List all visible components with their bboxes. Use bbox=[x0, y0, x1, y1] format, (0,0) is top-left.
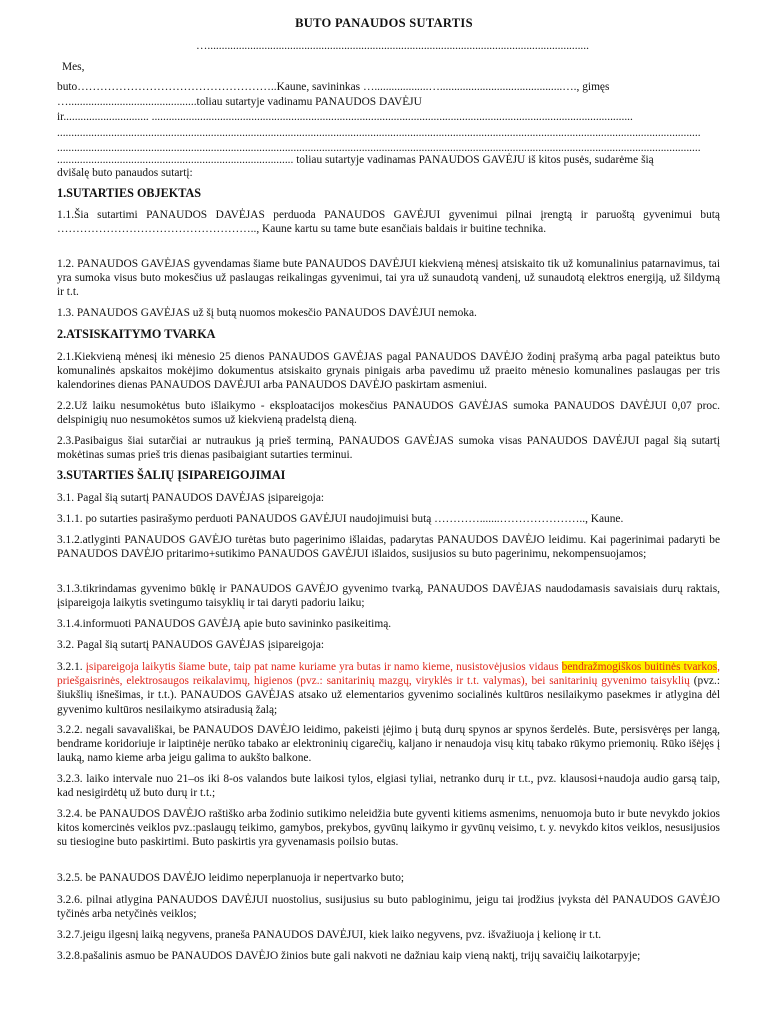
clause-2-2: 2.2.Už laiku nesumokėtus buto išlaikymo - eksploatacijos mokesčius PANAUDOS GAVĖJAS sumoka PANAUDOS DAVĖJUI 0,07 proc. delspinigių nuo nesumokėtos sumos už kiekvieną pradelstą dieną. bbox=[57, 400, 720, 427]
clause-3-2-1-highlighted-text: bendražmogiškos buitinės tvarkos bbox=[561, 661, 718, 673]
intro-dvisale-line: dvišalę buto panaudos sutartį: bbox=[57, 167, 193, 179]
section-1-heading: 1.SUTARTIES OBJEKTAS bbox=[57, 186, 202, 200]
clause-3-2-1-red-text-1: įsipareigoja laikytis šiame bute, taip pat name kuriame yra butas ir namo kieme, nusistovėjusios vidaus bbox=[85, 661, 562, 673]
intro-ir-line: ir.............................. ......................................................................................................................................................................... bbox=[57, 111, 633, 123]
clause-2-3: 2.3.Pasibaigus šiai sutarčiai ar nutraukus ją prieš terminą, PANAUDOS GAVĖJAS sumoka visas PANAUDOS DAVĖJUI pagal šią sutartį mokėtinas sumas prieš tris dienas pasibaigiant sutarties terminui. bbox=[57, 435, 720, 462]
clause-3-2-8: 3.2.8.pašalinis asmuo be PANAUDOS DAVĖJO žinios bute gali nakvoti ne dažniau kaip vieną naktį, trijų savaičių laikotarpyje; bbox=[57, 950, 641, 962]
document-title: BUTO PANAUDOS SUTARTIS bbox=[295, 16, 473, 30]
clause-3-1-1: 3.1.1. po sutarties pasirašymo perduoti PANAUDOS GAVĖJUI naudojimuisi butą ………….......………………….., Kaune. bbox=[57, 513, 624, 525]
clause-1-3: 1.3. PANAUDOS GAVĖJAS už šį butą nuomos mokesčio PANAUDOS DAVĖJUI nemoka. bbox=[57, 307, 477, 319]
clause-3-1-4: 3.1.4.informuoti PANAUDOS GAVĖJĄ apie buto savininko pasikeitimą. bbox=[57, 618, 392, 630]
clause-3-2: 3.2. Pagal šią sutartį PANAUDOS GAVĖJAS įsipareigoja: bbox=[57, 639, 325, 651]
clause-1-2: 1.2. PANAUDOS GAVĖJAS gyvendamas šiame bute PANAUDOS DAVĖJUI kiekvieną mėnesį atsiskaito tik už komunalinius patarnavimus, tai yra sumoka visus buto mokesčius už paslaugas reikalingas gyvenimui, tai yra už sunaudotą vandenį, už sunaudotą elektros energiją, už šildymą ir t.t. bbox=[57, 258, 720, 299]
intro-gavejas-line: ................................................................................... toliau sutartyje vadinamas PANAUDOS GAVĖJU iš kitos pusės, sudarėme šią bbox=[57, 154, 654, 166]
section-2-heading: 2.ATSISKAITYMO TVARKA bbox=[57, 327, 216, 341]
intro-toliau-line: ….............................................toliau sutartyje vadinamu PANAUDOS DAVĖJU bbox=[57, 96, 422, 108]
clause-3-1-3: 3.1.3.tikrindamas gyvenimo būklę ir PANAUDOS GAVĖJO gyvenimo tvarką, PANAUDOS DAVĖJAS naudodamasis savaisiais durų raktais, įsipareigoja laikytis svetingumo taisyklių ir tai daryti padoriu laiku; bbox=[57, 583, 720, 610]
clause-3-2-1-red-text-2: , priešgaisrinės, elektrosaugos reikalavimų, higienos (pvz.: sanitarinių mazgų, viryklės ir t.t. valymas), bei sanitarinių gyvenimo taisyklių bbox=[57, 661, 720, 688]
clause-3-2-2: 3.2.2. negali savavališkai, be PANAUDOS DAVĖJO leidimo, pakeisti įėjimo į butą durų spynos ar spynos šerdelės. Bute, persisvėręs per langą, bendrame koridoriuje ir laiptinėje nerūko tabako ar elektroninių cigarečių, kaljano ir nenaudoja visų kitų tabako rūkymo priemonių. Rūko išėjęs į lauką, namo kieme arba jeigu galima to aukšto balkone. bbox=[57, 724, 720, 765]
clause-3-2-1-number: 3.2.1. bbox=[57, 661, 86, 673]
clause-2-1: 2.1.Kiekvieną mėnesį iki mėnesio 25 dienos PANAUDOS GAVĖJAS pagal PANAUDOS DAVĖJO žodinį prašymą arba pagal pateiktus buto komunalinės apskaitos mokėjimo dokumentus atsiskaito grynais pinigais arba pavedimu už praeito mėnesio komunalines paslaugas per tris kalendorines dienas PANAUDOS DAVĖJUI arba PANAUDOS DAVĖJO paskirtam asmeniui. bbox=[57, 351, 720, 392]
intro-dot-line-1: .................................................................................................................................................................................................................................. bbox=[57, 127, 701, 139]
clause-3-1: 3.1. Pagal šią sutartį PANAUDOS DAVĖJAS įsipareigoja: bbox=[57, 492, 325, 504]
clause-3-2-3: 3.2.3. laiko intervale nuo 21–os iki 8-os valandos bute laikosi tylos, elgiasi tyliai, netranko durų ir t.t., pvz. klausosi+naudoja audio garsą taip, kad nesigirdėtų už buto durų ir t.t.; bbox=[57, 773, 720, 800]
section-3-heading: 3.SUTARTIES ŠALIŲ ĮSIPAREIGOJIMAI bbox=[57, 468, 286, 482]
clause-3-2-5: 3.2.5. be PANAUDOS DAVĖJO leidimo neperplanuoja ir nepertvarko buto; bbox=[57, 872, 405, 884]
date-line: …...................................................................................................................................... bbox=[196, 40, 589, 52]
clause-1-1: 1.1.Šia sutartimi PANAUDOS DAVĖJAS perduoda PANAUDOS GAVĖJUI gyvenimui pilnai įrengtą ir paruoštą gyvenimui butą …………………………………………….., Kaune kartu su tame bute esančiais baldais ir buitine technika. bbox=[57, 209, 720, 236]
intro-buto-line: buto……………………………………………..Kaune, savininkas …...................…...........................................…., gimęs bbox=[57, 81, 610, 93]
clause-3-2-7: 3.2.7.jeigu ilgesnį laiką negyvens, praneša PANAUDOS DAVĖJUI, kiek laiko negyvens, pvz. išvažiuoja į kelionę ir t.t. bbox=[57, 929, 602, 941]
clause-3-2-1 bbox=[57, 660, 720, 717]
clause-3-1-2: 3.1.2.atlyginti PANAUDOS GAVĖJO turėtas buto pagerinimo išlaidas, padarytas PANAUDOS DAVĖJO leidimu. Kai pagerinimai padaryti be PANAUDOS DAVĖJO pritarimo+sutikimo PANAUDOS GAVĖJUI išlaidos, susijusios su buto pagerinimu, nekompensuojamos; bbox=[57, 534, 720, 561]
intro-dot-line-2: .................................................................................................................................................................................................................................. bbox=[57, 142, 701, 154]
intro-mes: Mes, bbox=[62, 61, 85, 73]
clause-3-2-4: 3.2.4. be PANAUDOS DAVĖJO raštiško arba žodinio sutikimo neleidžia bute gyventi kitiems asmenims, nenuomoja buto ir bute nevykdo jokios kitos komercinės veiklos pvz.:paslaugų teikimo, gamybos, prekybos, gyvūnų laikymo ir gyvūnų veisimo, t. y. nevykdo kitos veiklos, nesusijusios su tiesiogine buto paskirtimi. Buto paskirtis yra gyvenamasis poilsio butas. bbox=[57, 808, 720, 849]
clause-3-2-1-rest: (pvz.: šiukšlių išnešimas, ir t.t.). PANAUDOS GAVĖJAS atsako už elementarios gyvenimo socialinės kultūros nesilaikymo pasekmes ir atlygina dėl gyvenimo kultūros nesilaikymo atsiradusią žalą; bbox=[57, 675, 721, 716]
clause-3-2-6: 3.2.6. pilnai atlygina PANAUDOS DAVĖJUI nuostolius, susijusius su buto pabloginimu, jeigu tai įrodžius įvyksta dėl PANAUDOS GAVĖJO tyčinės arba netyčinės veiklos; bbox=[57, 894, 720, 921]
